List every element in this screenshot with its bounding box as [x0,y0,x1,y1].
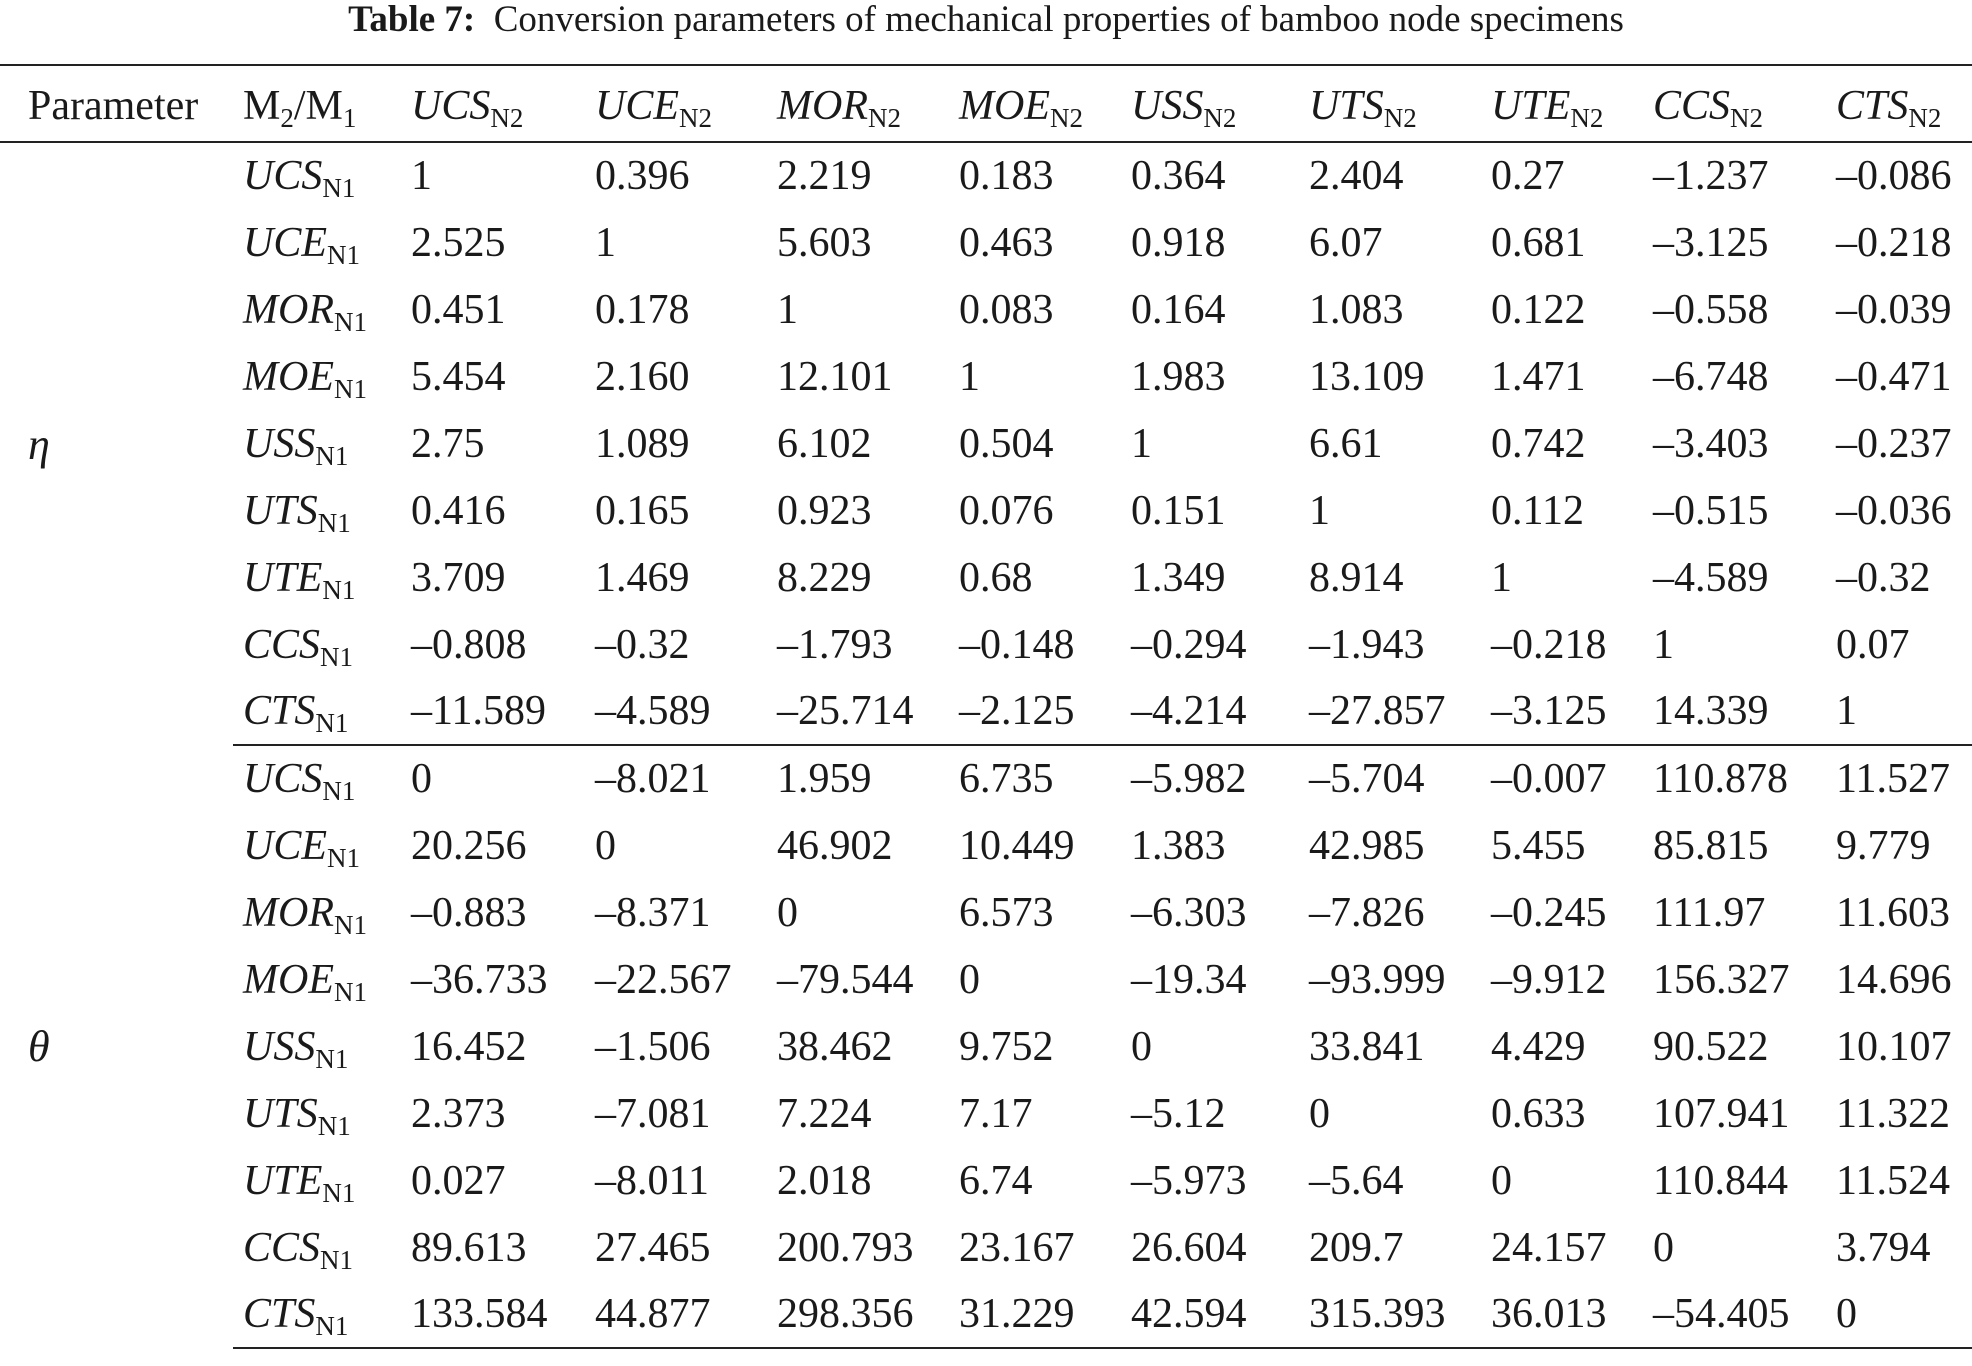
row-label: $CTS_{N1}$ [243,688,349,738]
table-cell: –5.704 [1309,745,1491,812]
table-cell: 200.793 [777,1224,914,1271]
table-row [0,410,1972,477]
table-cell: –54.405 [1653,1281,1836,1348]
table-cell: –0.218 [1836,219,1952,266]
table-cell: 110.878 [1653,745,1836,812]
table-cell: 10.107 [1836,1023,1952,1070]
row-label: $UTE_{N1}$ [243,554,356,605]
table-cell: 2.160 [595,353,690,400]
table-cell: 0.633 [1491,1090,1586,1137]
table-caption-text: Conversion parameters of mechanical properties of bamboo node specimens [493,0,1624,40]
group-symbol: θ [28,1022,50,1071]
header-col-uce: $UCE_{N2}$ [595,82,712,133]
table-cell: 1 [1309,487,1330,534]
table-cell: 315.393 [1309,1281,1491,1348]
header-col-ccs: $CCS_{N2}$ [1653,82,1764,133]
table-cell: 0.151 [1131,487,1226,534]
table-cell: –5.12 [1131,1090,1226,1137]
table-cell: –1.793 [777,621,893,668]
table-cell: 8.914 [1309,554,1404,601]
table-cell: 0.923 [777,487,872,534]
table-cell: 0 [411,745,595,812]
table-cell: –22.567 [595,956,732,1003]
table-cell: –6.748 [1653,353,1769,400]
table-cell: 6.07 [1309,219,1383,266]
table-cell: 0.742 [1491,420,1586,467]
table-cell: –11.589 [411,688,546,734]
table-cell: –0.086 [1836,153,1952,199]
table-cell: –5.982 [1131,745,1309,812]
row-label: $CTS_{N1}$ [233,1281,411,1348]
table-cell: –6.303 [1131,889,1247,936]
table-cell: 2.018 [777,1157,872,1204]
table-cell: 9.779 [1836,822,1931,869]
table-cell: –7.081 [595,1090,711,1137]
table-cell: –4.214 [1131,688,1247,734]
table-cell: 0.183 [959,153,1054,199]
table-cell: 24.157 [1491,1224,1607,1271]
table-cell: –0.32 [1836,554,1931,601]
table-cell: 6.61 [1309,420,1383,467]
table-row [0,1080,1972,1147]
table-cell: 7.224 [777,1090,872,1137]
table-cell: –79.544 [777,956,914,1003]
table-cell: 1 [411,153,432,199]
table-cell: 3.709 [411,554,506,601]
table-cell: 1.471 [1491,353,1586,400]
table-cell: –1.943 [1309,621,1425,668]
table-cell: 44.877 [595,1281,777,1348]
table-cell: 42.594 [1131,1281,1309,1348]
table-cell: 0 [1836,1281,1972,1348]
header-col-ute: $UTE_{N2}$ [1491,82,1604,133]
table-cell: 133.584 [411,1281,595,1348]
table-cell: 2.404 [1309,153,1404,199]
table-cell: 27.465 [595,1224,711,1271]
table-cell: 6.102 [777,420,872,467]
table-cell: –2.125 [959,688,1075,734]
header-col-uts: $UTS_{N2}$ [1309,82,1417,133]
table-cell: 0 [1653,1224,1674,1271]
header-col-moe: $MOE_{N2}$ [959,82,1083,133]
row-label: $USS_{N1}$ [243,420,349,471]
table-cell: 36.013 [1491,1281,1653,1348]
table-row [0,544,1972,611]
table-cell: 3.794 [1836,1224,1931,1271]
header-col-mor: $MOR_{N2}$ [777,82,901,133]
table-cell: 10.449 [959,822,1075,869]
table-cell: –0.039 [1836,286,1952,333]
table-row [0,343,1972,410]
table-cell: –0.471 [1836,353,1952,400]
table-cell: 0.178 [595,286,690,333]
table-cell: 31.229 [959,1281,1131,1348]
table-cell: 0.364 [1131,153,1226,199]
table-cell: 7.17 [959,1090,1033,1137]
row-label: $MOE_{N1}$ [243,956,367,1007]
table-cell: 42.985 [1309,822,1425,869]
table-cell: 0.112 [1491,487,1584,534]
table-cell: 46.902 [777,822,893,869]
table-cell: 6.735 [959,745,1131,812]
table-cell: 0.165 [595,487,690,534]
table-row [0,276,1972,343]
table-row [0,1214,1972,1281]
table-cell: 0.416 [411,487,506,534]
table-cell: 9.752 [959,1023,1054,1070]
table-cell: 209.7 [1309,1224,1404,1271]
table-cell: 13.109 [1309,353,1425,400]
table-cell: 11.322 [1836,1090,1950,1137]
table-cell: 16.452 [411,1023,527,1070]
header-col-uss: $USS_{N2}$ [1131,82,1237,133]
header-ratio: $M_2/M_1$ [243,82,357,133]
table-cell: –4.589 [595,688,711,734]
row-label: $UTE_{N1}$ [243,1157,356,1208]
table-cell: 0 [777,889,798,936]
table-cell: –0.558 [1653,286,1769,333]
row-label: $MOR_{N1}$ [243,286,367,337]
table-cell: –0.883 [411,889,527,936]
table-cell: –93.999 [1309,956,1446,1003]
table-cell: 0.07 [1836,621,1910,668]
table-cell: 1.959 [777,745,959,812]
table-cell: –0.218 [1491,621,1607,668]
table-cell: 2.373 [411,1090,506,1137]
table-cell: –5.973 [1131,1157,1247,1204]
row-label: $MOE_{N1}$ [243,353,367,404]
table-cell: –1.506 [595,1023,711,1070]
table-cell: 90.522 [1653,1023,1769,1070]
header-row [0,65,1972,142]
table-cell: 1 [595,219,616,266]
table-cell: –36.733 [411,956,548,1003]
table-cell: 12.101 [777,353,893,400]
table-cell: 1 [1491,554,1512,601]
table-cell: –0.32 [595,621,690,668]
table-cell: 0 [959,956,980,1003]
table-cell: 26.604 [1131,1224,1247,1271]
table-cell: 33.841 [1309,1023,1425,1070]
table-cell: 1.083 [1309,286,1404,333]
table-cell: 2.525 [411,219,506,266]
table-cell: 14.339 [1653,688,1769,734]
table-cell: –1.237 [1653,153,1769,199]
table-cell: 110.844 [1653,1157,1788,1204]
header-col-ucs: $UCS_{N2}$ [411,82,524,133]
table-cell: 6.573 [959,889,1054,936]
table-cell: 0.918 [1131,219,1226,266]
table-cell: 85.815 [1653,822,1769,869]
table-cell: 0.68 [959,554,1033,601]
table-cell: –19.34 [1131,956,1247,1003]
table-row [0,1013,1972,1080]
header-col-cts: $CTS_{N2}$ [1836,82,1942,133]
table-cell: 11.527 [1836,745,1972,812]
table-cell: 0.164 [1131,286,1226,333]
table-cell: 0 [1491,1157,1512,1204]
header-parameter: Parameter [28,82,199,129]
table-cell: 0 [1309,1090,1330,1137]
table-cell: –0.245 [1491,889,1607,936]
table-cell: –3.125 [1653,219,1769,266]
table-cell: –7.826 [1309,889,1425,936]
row-label: $UTS_{N1}$ [243,1090,351,1141]
table-cell: 0.681 [1491,219,1586,266]
table-cell: 111.97 [1653,889,1766,936]
row-label: $UTS_{N1}$ [243,487,351,538]
table-cell: 4.429 [1491,1023,1586,1070]
table-cell: 1 [959,353,980,400]
table-cell: –8.371 [595,889,711,936]
row-label: $CCS_{N1}$ [243,621,354,672]
table-cell: –0.808 [411,621,527,668]
table-cell: 1 [1131,420,1152,467]
row-label: $UCE_{N1}$ [243,219,360,270]
table-cell: 1.349 [1131,554,1226,601]
table-row [0,946,1972,1013]
table-cell: 89.613 [411,1224,527,1271]
table-cell: 8.229 [777,554,872,601]
table-cell: 0.504 [959,420,1054,467]
table-cell: 0 [1131,1023,1152,1070]
table-cell: 11.524 [1836,1157,1950,1204]
table-cell: 0.463 [959,219,1054,266]
table-cell: 2.75 [411,420,485,467]
table-cell: 5.454 [411,353,506,400]
row-label: $MOR_{N1}$ [243,889,367,940]
table-cell: 1 [1836,688,1857,734]
table-cell: –0.515 [1653,487,1769,534]
table-cell: –27.857 [1309,688,1446,734]
table-cell: 11.603 [1836,889,1950,936]
table-cell: –0.007 [1491,745,1653,812]
table-cell: 0 [595,822,616,869]
table-row [0,477,1972,544]
table-cell: 20.256 [411,822,527,869]
table-row [0,1281,1972,1348]
table-cell: –9.912 [1491,956,1607,1003]
table-row [0,812,1972,879]
table-cell: 0.083 [959,286,1054,333]
row-label: $UCE_{N1}$ [243,822,360,873]
table-cell: 23.167 [959,1224,1075,1271]
table-cell: 5.455 [1491,822,1586,869]
table-cell: 0.122 [1491,286,1586,333]
table-cell: 14.696 [1836,956,1952,1003]
table-cell: 0.076 [959,487,1054,534]
table-row [0,745,1972,812]
table-cell: 0.27 [1491,153,1565,199]
table-cell: –5.64 [1309,1157,1404,1204]
row-label: $UCS_{N1}$ [233,745,411,812]
table-row [0,678,1972,745]
table-cell: 156.327 [1653,956,1790,1003]
table-cell: –3.125 [1491,688,1607,734]
table-cell: –25.714 [777,688,914,734]
row-label: $CCS_{N1}$ [243,1224,354,1275]
table-cell: 5.603 [777,219,872,266]
table-cell: –0.237 [1836,420,1952,467]
table-cell: 0.396 [595,153,690,199]
table-cell: –0.294 [1131,621,1247,668]
table-cell: 107.941 [1653,1090,1790,1137]
table-row [0,142,1972,209]
table-cell: 1 [1653,621,1674,668]
row-label: $USS_{N1}$ [243,1023,349,1074]
table-cell: 1.089 [595,420,690,467]
table-cell: 1.383 [1131,822,1226,869]
table-caption-label: Table 7: [348,0,476,40]
table-cell: –4.589 [1653,554,1769,601]
table-cell: –8.021 [595,745,777,812]
table-cell: –3.403 [1653,420,1769,467]
table-row [0,879,1972,946]
group-symbol: η [28,419,50,469]
table-caption [0,0,1972,40]
table-cell: 1.983 [1131,353,1226,400]
table-cell: 1.469 [595,554,690,601]
table-cell: –8.011 [595,1157,709,1204]
table-cell: 0.451 [411,286,506,333]
table-cell: –0.036 [1836,487,1952,534]
table-cell: 2.219 [777,153,872,199]
table-cell: 6.74 [959,1157,1033,1204]
table-cell: –0.148 [959,621,1075,668]
table-cell: 298.356 [777,1281,959,1348]
table-cell: 38.462 [777,1023,893,1070]
table-row [0,611,1972,678]
table-cell: 1 [777,286,798,333]
table-row [0,1147,1972,1214]
table-cell: 0.027 [411,1157,506,1204]
table-row [0,209,1972,276]
row-label: $UCS_{N1}$ [243,153,356,203]
conversion-parameters-table [0,64,1972,1349]
